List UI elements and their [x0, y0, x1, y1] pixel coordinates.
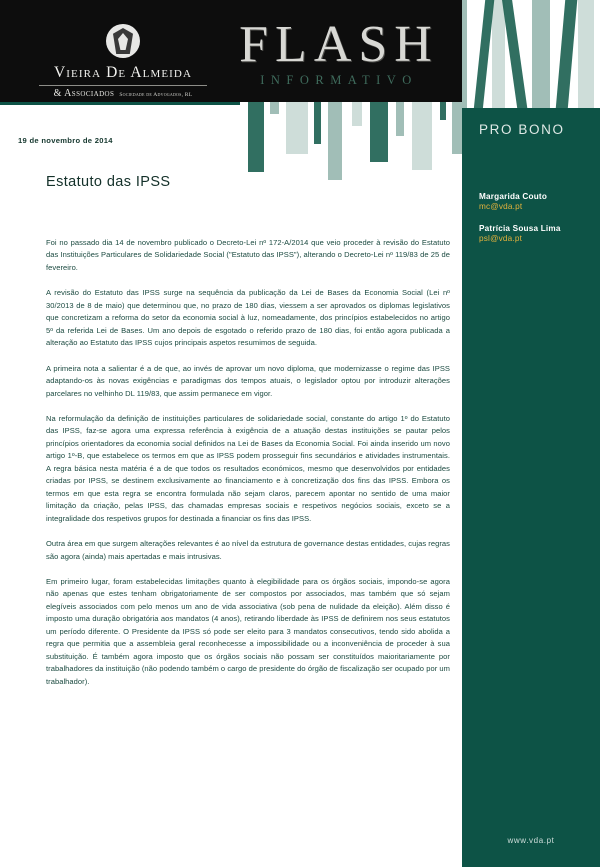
paragraph: Na reformulação da definição de instituições particulares de solidariedade social, constante do artigo 1º do Estatuto das IPSS, faz-se agora uma expressa referência à exigência de a atuação destas instituições se pautar pelos princípios orientadores da economia social definidos na Lei de Bases da Economia Social. Foi ainda inserido um novo artigo 1º-B, que estabelece os termos em que as IPSS podem prosseguir fins secundários e atividades instrumentais. A regra básica nesta matéria é a de que todos os resultados económicos, mesmo que desenvolvidos por entidades criadas por IPSS, se destinem exclusivamente ao financiamento e à concretização dos fins das IPSS. Embora os termos em que esta regra se encontra formulada não sejam claros, parecem apontar no sentido de uma maior limitação da criação, pelas IPSS, das chamadas empresas sociais e respetivos negócios sociais, exceto se a integralidade dos respetivos grupos for destinada a financiar os fins das IPSS. — [46, 413, 450, 523]
paragraph: Foi no passado dia 14 de novembro publicado o Decreto-Lei nº 172-A/2014 que veio proceder à revisão do Estatuto das Instituições Particulares de Solidariedade Social ("Estatuto das IPSS"), alterando o Decreto-Lei nº 119/83 de 25 de fevereiro. — [46, 238, 450, 272]
page-title: Estatuto das IPSS — [46, 174, 171, 190]
paragraph: Outra área em que surgem alterações relevantes é ao nível da estrutura de governance destas entidades, cujas regras são agora (ainda) mais apertadas e mais intrusivas. — [46, 539, 450, 561]
brand-subtitle: & Associados — [53, 88, 115, 99]
paragraph: A primeira nota a salientar é a de que, ao invés de aprovar um novo diploma, que modernizasse o regime das IPSS adaptando-os às novas exigências e paradigmas dos tempos atuais, o legislador optou por introduzir alterações parcelares no velhinho DL 119/83, que assim permanece em vigor. — [46, 363, 450, 398]
paragraph: Em primeiro lugar, foram estabelecidas limitações quanto à elegibilidade para os órgãos sociais, impondo-se agora não apenas que estes tenham obrigatoriamente de ser compostos por associados, mas também que só sejam elegíveis associados com pelo menos um ano de vida associativa (sob pena de nulidade da eleição). Além disso é imposto uma duração obrigatória aos mandatos (4 anos), retirando liberdade às IPSS de definirem nos seus estatutos um período diferente. O Presidente da IPSS só pode ser eleito para 3 mandatos consecutivos, tendo sido abolida a regra que permitia que a assembleia geral reconhecesse a impossibilidade ou a inconveniência de proceder à sua substituição. É também agora imposto que os órgãos sociais não possam ser constituídos maioritariamente por trabalhadores da instituição (não podendo também o cargo de presidente do órgão de fiscalização ser ocupado por um trabalhador). — [46, 576, 450, 686]
sidebar — [462, 108, 600, 867]
sidebar-title: PRO BONO — [479, 122, 565, 137]
website-link[interactable]: www.vda.pt — [507, 836, 555, 845]
shield-logo-icon — [106, 24, 140, 58]
publication-date: 19 de novembro de 2014 — [18, 136, 113, 145]
company-logo — [28, 24, 218, 99]
contact-item — [479, 224, 600, 243]
contacts-list — [479, 192, 600, 243]
brand-divider — [39, 85, 207, 86]
brand-legal-form: Sociedade de Advogados, RL — [119, 92, 193, 98]
contact-name: Patrícia Sousa Lima — [479, 224, 561, 233]
flash-wordmark — [228, 18, 443, 88]
brand-name: Vieira De Almeida — [54, 64, 192, 81]
flash-subtitle: INFORMATIVO — [260, 73, 418, 87]
article-body — [46, 237, 450, 701]
contact-name: Margarida Couto — [479, 192, 548, 201]
paragraph: A revisão do Estatuto das IPSS surge na sequência da publicação da Lei de Bases da Economia Social (Lei nº 30/2013 de 8 de maio) que determinou que, no prazo de 180 dias, viessem a ser aprovados os diplomas legislativos que concretizam a reforma do setor da economia social à luz, nomeadamente, dos princípios estabelecidos no artigo 5º da referida Lei de Bases. Um ano depois de esgotado o referido prazo de 180 dias, foi então agora publicada a alteração ao Estatuto das IPSS cujos principais aspetos resumimos de seguida. — [46, 288, 450, 348]
contact-item — [479, 192, 600, 211]
flash-title: FLASH — [239, 16, 439, 73]
contact-email[interactable]: mc@vda.pt — [479, 202, 523, 211]
contact-email[interactable]: psl@vda.pt — [479, 234, 523, 243]
header-green-rule — [0, 102, 240, 105]
